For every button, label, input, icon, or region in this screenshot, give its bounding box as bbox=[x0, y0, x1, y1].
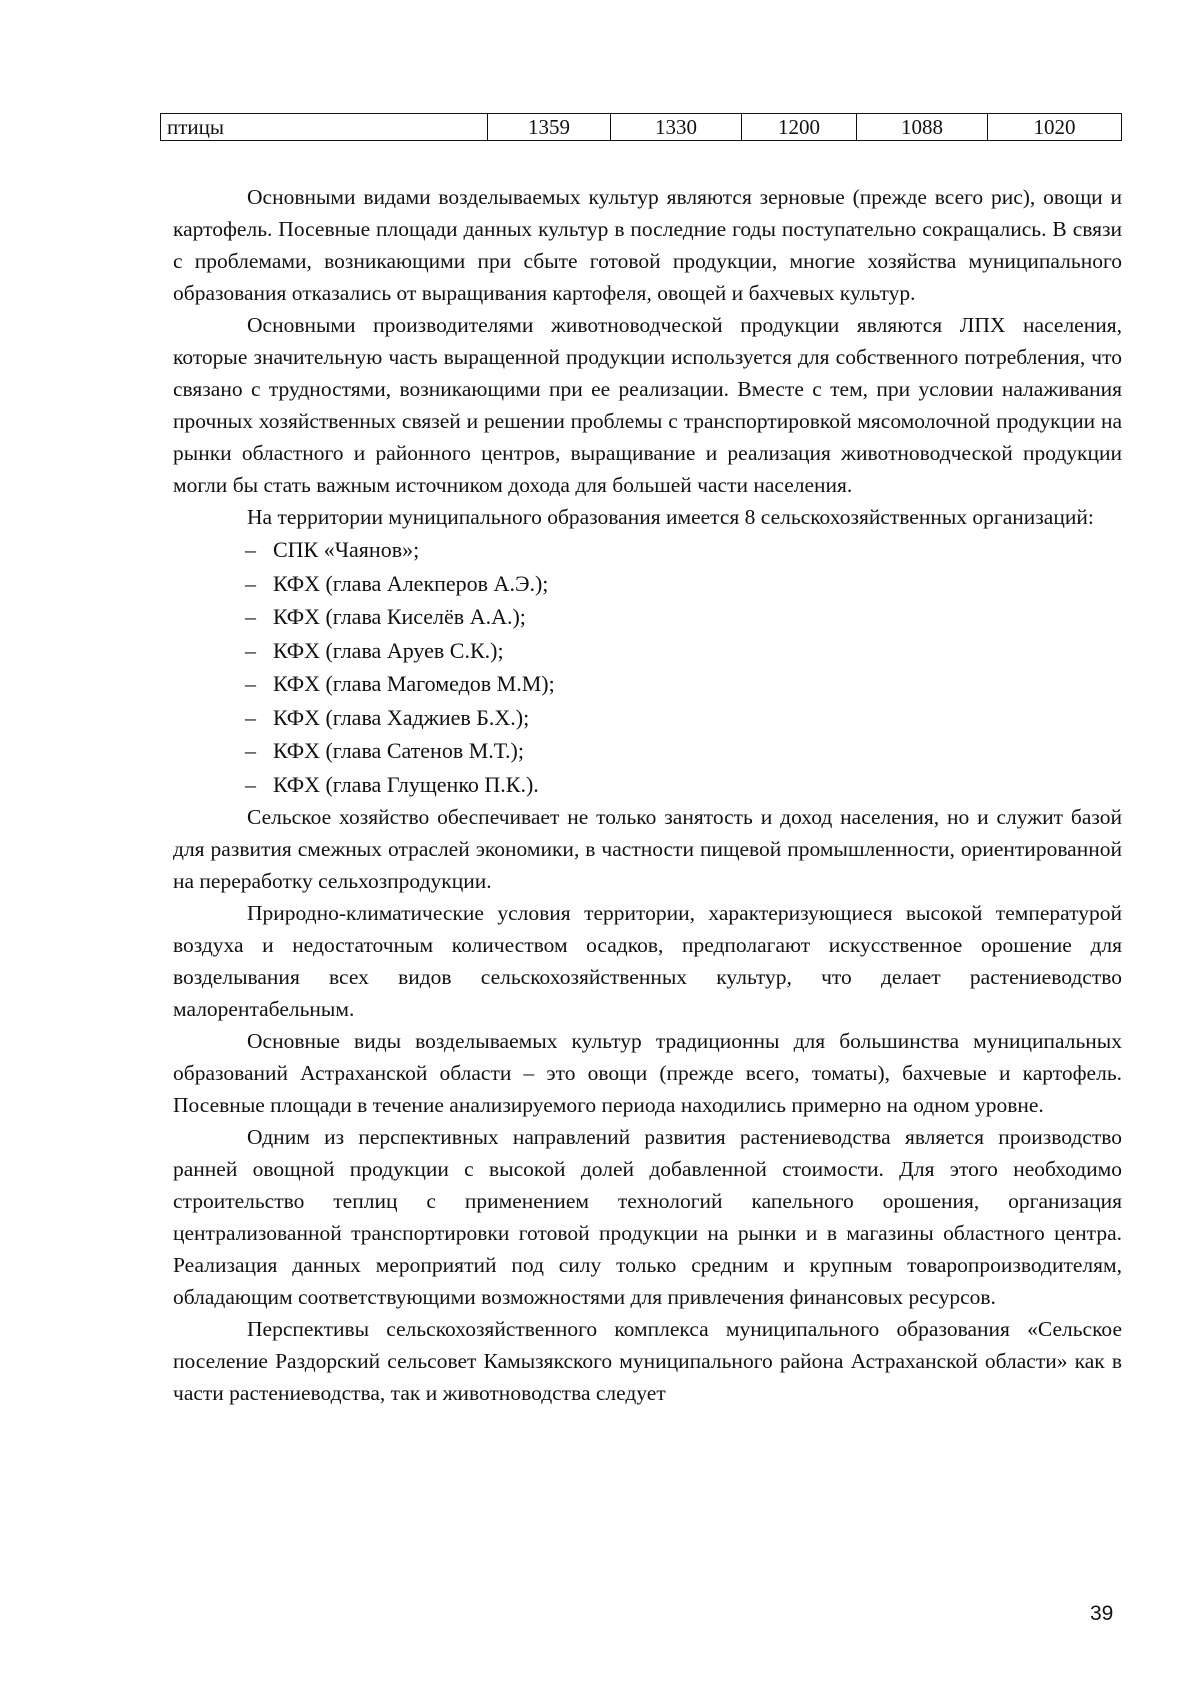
list-dash: – bbox=[245, 537, 256, 562]
list-item bbox=[245, 768, 1122, 802]
paragraph-perspective-directions: Одним из перспективных направлений развития растениеводства является производство ранней овощной продукции с высокой долей добавленной стоимости. Для этого необходимо строительство теплиц с применением технологий капельного орошения, организация централизованной транспортировки готовой продукции на рынки и в магазины областного центра. Реализация данных мероприятий под силу только средним и крупным товаропроизводителям, обладающим соответствующими возможностями для привлечения финансовых ресурсов. bbox=[173, 1125, 1122, 1309]
organization-name: КФХ (глава Сатенов М.Т.); bbox=[273, 738, 524, 763]
table-cell-value: 1330 bbox=[611, 114, 742, 141]
livestock-table-fragment bbox=[160, 113, 1122, 141]
paragraph-agriculture-role: Сельское хозяйство обеспечивает не только занятость и доход населения, но и служит базой для развития смежных отраслей экономики, в частности пищевой промышленности, ориентированной на переработку сельхозпродукции. bbox=[173, 805, 1122, 893]
list-item bbox=[245, 600, 1122, 634]
organization-name: КФХ (глава Магомедов М.М); bbox=[273, 671, 555, 696]
list-item bbox=[245, 734, 1122, 768]
paragraph-crops: Основными видами возделываемых культур являются зерновые (прежде всего рис), овощи и картофель. Посевные площади данных культур в последние годы поступательно сокращались. В связи с проблемами, возникающими при сбыте готовой продукции, многие хозяйства муниципального образования отказались от выращивания картофеля, овощей и бахчевых культур. bbox=[173, 185, 1122, 305]
organization-name: КФХ (глава Хаджиев Б.Х.); bbox=[273, 704, 530, 730]
list-dash: – bbox=[245, 671, 256, 696]
table-cell-value: 1359 bbox=[488, 114, 611, 141]
body-text bbox=[173, 181, 1122, 1409]
paragraph-organizations-intro: На территории муниципального образования имеется 8 сельскохозяйственных организаций: bbox=[247, 505, 1094, 529]
paragraph-crop-types: Основные виды возделываемых культур традиционны для большинства муниципальных образований Астраханской области – это овощи (прежде всего, томаты), бахчевые и картофель. Посевные площади в течение анализируемого периода находились примерно на одном уровне. bbox=[173, 1029, 1122, 1117]
list-item bbox=[245, 667, 1122, 701]
list-dash: – bbox=[245, 637, 256, 663]
list-item bbox=[245, 567, 1122, 601]
list-item bbox=[245, 533, 1122, 567]
list-dash: – bbox=[245, 738, 256, 763]
table-cell-value: 1088 bbox=[857, 114, 988, 141]
table-row bbox=[161, 114, 1122, 141]
organization-name: КФХ (глава Алекперов А.Э.); bbox=[273, 570, 549, 596]
table-cell-value: 1200 bbox=[742, 114, 857, 141]
organization-name: КФХ (глава Глущенко П.К.). bbox=[273, 771, 539, 797]
paragraph-perspectives: Перспективы сельскохозяйственного комплекса муниципального образования «Сельское поселение Раздорский сельсовет Камызякского муниципального района Астраханской области» как в части растениеводства, так и животноводства следует bbox=[173, 1317, 1122, 1405]
list-dash: – bbox=[245, 604, 256, 629]
organization-name: СПК «Чаянов»; bbox=[273, 537, 420, 562]
list-dash: – bbox=[245, 704, 256, 730]
list-item bbox=[245, 701, 1122, 735]
table-cell-label: птицы bbox=[161, 114, 488, 141]
table-cell-value: 1020 bbox=[988, 114, 1122, 141]
organization-name: КФХ (глава Аруев С.К.); bbox=[273, 637, 504, 663]
list-dash: – bbox=[245, 771, 256, 797]
list-item bbox=[245, 634, 1122, 668]
list-dash: – bbox=[245, 570, 256, 596]
paragraph-livestock-producers: Основными производителями животноводческой продукции являются ЛПХ населения, которые значительную часть выращенной продукции используется для собственного потребления, что связано с трудностями, возникающими при ее реализации. Вместе с тем, при условии налаживания прочных хозяйственных связей и решении проблемы с транспортировкой мясомолочной продукции на рынки областного и районного центров, выращивание и реализация животноводческой продукции могли бы стать важным источником дохода для большей части населения. bbox=[173, 313, 1122, 497]
page-number: 39 bbox=[1090, 1602, 1114, 1625]
organization-name: КФХ (глава Киселёв А.А.); bbox=[273, 604, 526, 629]
paragraph-climate: Природно-климатические условия территории, характеризующиеся высокой температурой воздуха и недостаточным количеством осадков, предполагают искусственное орошение для возделывания всех видов сельскохозяйственных культур, что делает растениеводство малорентабельным. bbox=[173, 901, 1122, 1021]
organizations-list bbox=[173, 533, 1122, 801]
